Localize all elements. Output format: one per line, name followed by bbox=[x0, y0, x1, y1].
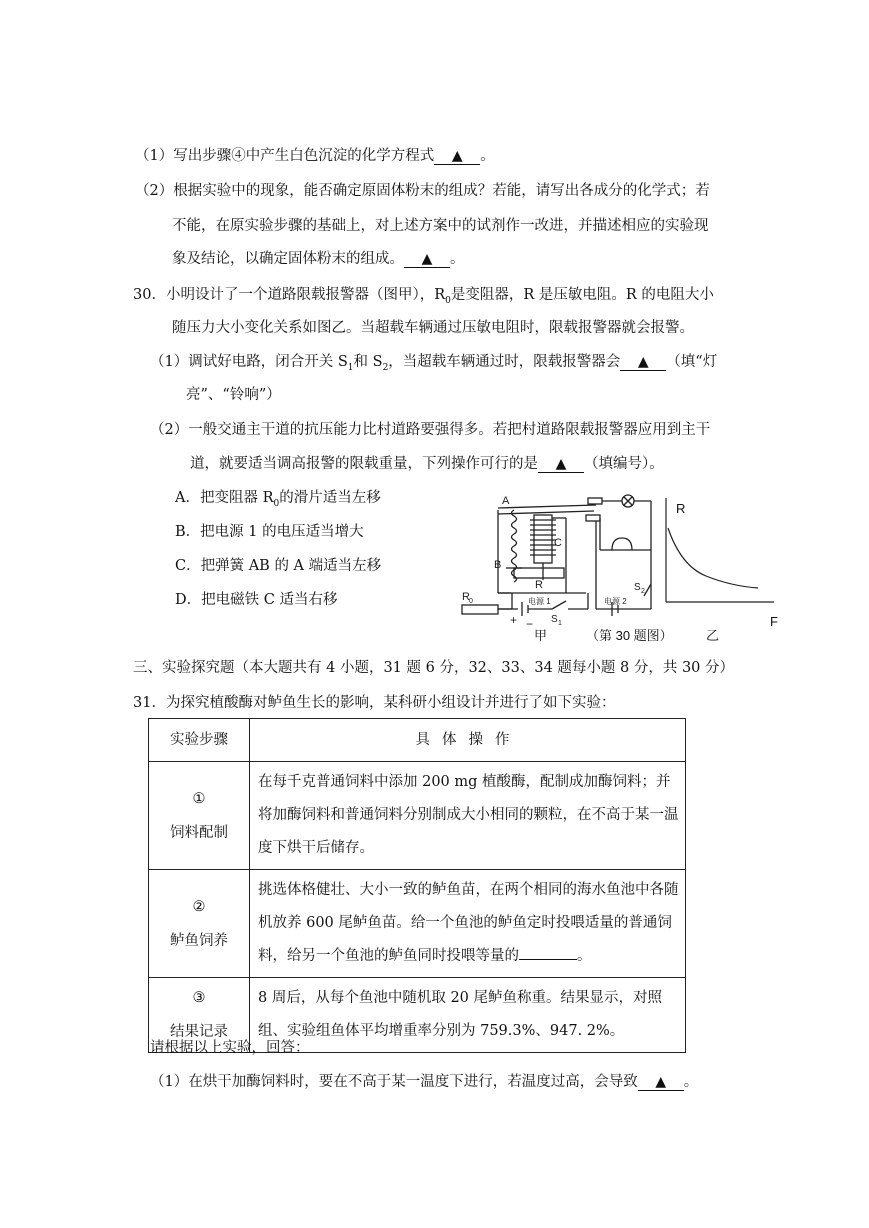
source-1-label: 电源 1 bbox=[528, 597, 551, 606]
step-description: 挑选体格健壮、大小一致的鲈鱼苗，在两个相同的海水鱼池中各随机放养 600 尾鲈鱼苗。给一个鱼池的鲈鱼定时投喂适量的普通饲料，给另一个鱼池的鲈鱼同时投喂等量的 。 bbox=[250, 870, 686, 978]
caption-jia: 甲 bbox=[534, 628, 548, 643]
option-b: B．把电源 1 的电压适当增大 bbox=[175, 524, 364, 540]
source-2-label: 电源 2 bbox=[604, 597, 627, 606]
option-c: C．把弹簧 AB 的 A 端适当左移 bbox=[175, 558, 382, 574]
q30-part2-line2: 道，就要适当调高报警的限载重量，下列操作可行的是 ▲ （填编号）。 bbox=[190, 456, 664, 472]
table-header-row bbox=[149, 719, 686, 762]
table-row bbox=[149, 870, 686, 978]
r-vs-f-graph bbox=[666, 498, 778, 629]
caption-figure-number: （第 30 题图） bbox=[586, 628, 673, 643]
label-s2-sub: 2 bbox=[641, 588, 645, 595]
q30-part1-line2: 亮”、“铃响”） bbox=[186, 387, 281, 403]
graph-x-label: F bbox=[770, 614, 778, 629]
graph-y-label: R bbox=[676, 501, 686, 516]
minus-sign: − bbox=[526, 617, 534, 631]
bell-icon bbox=[612, 538, 632, 550]
q30-intro-line1: 30．小明设计了一个道路限载报警器（图甲），$R_0$是变阻器，R 是压敏电阻。R 的电阻大小 bbox=[133, 287, 714, 306]
section-3-title: 三、实验探究题（本大题共有 4 小题，31 题 6 分，32、33、34 题每小题 8 分，共 30 分） bbox=[133, 660, 735, 676]
label-s1-sub: 1 bbox=[558, 620, 562, 627]
answer-blank[interactable]: ▲ bbox=[434, 148, 480, 165]
answer-blank[interactable]: ▲ bbox=[620, 354, 666, 371]
experiment-table bbox=[148, 718, 686, 1053]
q31-prompt: 请根据以上实验，回答： bbox=[150, 1040, 310, 1056]
caption-yi: 乙 bbox=[706, 628, 720, 643]
label-r: R bbox=[535, 579, 543, 591]
step-name: 鲈鱼饲养 bbox=[170, 932, 228, 949]
figure-captions bbox=[534, 628, 719, 643]
r-f-curve bbox=[668, 528, 758, 588]
header-step: 实验步骤 bbox=[149, 719, 250, 762]
step-name: 结果记录 bbox=[170, 1024, 228, 1040]
header-operation: 具体操作 bbox=[250, 719, 686, 762]
label-a: A bbox=[502, 495, 510, 507]
q29-part2-line3: 象及结论，以确定固体粉末的组成。 ▲ 。 bbox=[172, 251, 465, 267]
q29-part2-line1: （2）根据实验中的现象，能否确定原固体粉末的组成？若能，请写出各成分的化学式；若 bbox=[135, 183, 710, 199]
option-d: D．把电磁铁 C 适当右移 bbox=[175, 592, 338, 608]
q31-intro: 31．为探究植酸酶对鲈鱼生长的影响，某科研小组设计并进行了如下实验： bbox=[133, 695, 616, 711]
resistor-r bbox=[514, 568, 564, 578]
answer-blank[interactable]: ▲ bbox=[538, 456, 584, 473]
option-a: A．把变阻器 $R_0$的滑片适当左移 bbox=[175, 490, 381, 509]
q29-part2-line2: 不能，在原实验步骤的基础上，对上述方案中的试剂作一改进，并描述相应的实验现 bbox=[172, 218, 709, 234]
q30-figure bbox=[456, 488, 786, 648]
step-description: 8 周后，从每个鱼池中随机取 20 尾鲈鱼称重。结果显示，对照组、实验组鱼体平均增重率分别为 759.3%、947. 2%。 bbox=[250, 978, 686, 1053]
q29-part1: （1）写出步骤④中产生白色沉淀的化学方程式 ▲ 。 bbox=[135, 148, 495, 164]
fill-in-blank[interactable] bbox=[519, 945, 577, 960]
label-s1: S bbox=[551, 614, 558, 625]
answer-blank[interactable]: ▲ bbox=[404, 251, 450, 268]
answer-blank[interactable]: ▲ bbox=[638, 1074, 684, 1091]
label-c: C bbox=[554, 537, 562, 549]
q30-part2-line1: （2）一般交通主干道的抗压能力比村道路要强得多。若把村道路限载报警器应用到主干 bbox=[150, 422, 711, 438]
step-number: ③ bbox=[192, 990, 206, 1006]
rheostat-r0 bbox=[462, 605, 498, 614]
label-r0: R bbox=[462, 591, 470, 603]
plus-sign: + bbox=[510, 613, 518, 627]
label-s2: S bbox=[634, 582, 641, 593]
label-r0-sub: 0 bbox=[469, 598, 473, 605]
step-name: 饲料配制 bbox=[170, 824, 228, 841]
table-row bbox=[149, 762, 686, 870]
q31-part1: （1）在烘干加酶饲料时，要在不高于某一温度下进行，若温度过高，会导致 ▲ 。 bbox=[150, 1074, 699, 1090]
step-number: ① bbox=[192, 790, 206, 807]
q30-intro-line2: 随压力大小变化关系如图乙。当超载车辆通过压敏电阻时，限载报警器就会报警。 bbox=[172, 320, 694, 336]
step-description: 在每千克普通饲料中添加 200 mg 植酸酶，配制成加酶饲料；并将加酶饲料和普通饲料分别制成大小相同的颗粒，在不高于某一温度下烘干后储存。 bbox=[250, 762, 686, 870]
q30-part1-line1: （1）调试好电路，闭合开关 $S_1$和 $S_2$，当超载车辆通过时，限载报警器会 ▲ （填“灯 bbox=[150, 354, 718, 373]
label-b: B bbox=[494, 559, 502, 571]
step-number: ② bbox=[192, 898, 206, 915]
